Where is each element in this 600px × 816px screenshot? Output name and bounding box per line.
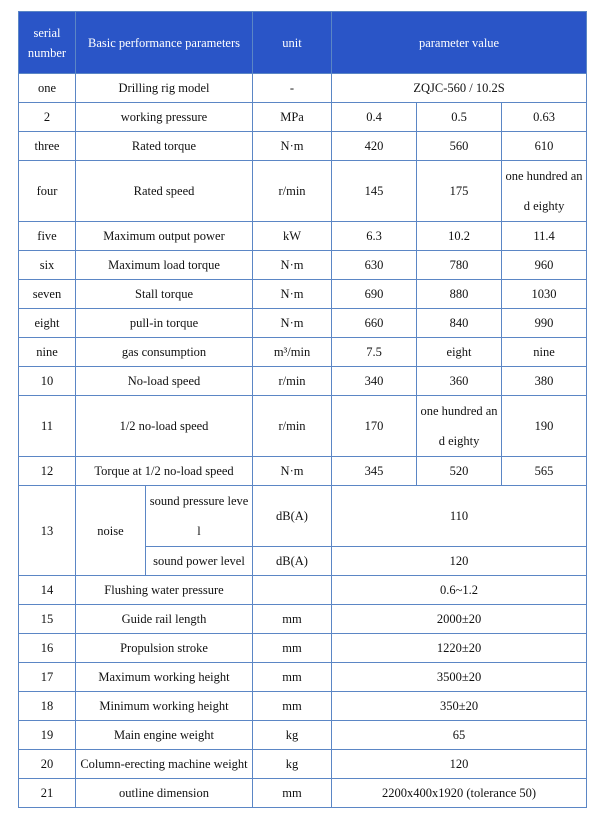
- parameter-cell: No-load speed: [76, 367, 253, 396]
- value-cell: one hundred and eighty: [417, 396, 502, 457]
- unit-cell: kg: [253, 721, 332, 750]
- value-cell: eight: [417, 338, 502, 367]
- value-cell: 2000±20: [332, 605, 587, 634]
- table-row: [19, 309, 587, 338]
- table-row: [19, 721, 587, 750]
- parameter-cell: Minimum working height: [76, 692, 253, 721]
- serial-cell: 11: [19, 396, 76, 457]
- value-cell: 190: [502, 396, 587, 457]
- unit-cell: N·m: [253, 457, 332, 486]
- table-row: [19, 280, 587, 309]
- serial-cell: 20: [19, 750, 76, 779]
- unit-cell: mm: [253, 634, 332, 663]
- table-row: [19, 457, 587, 486]
- parameter-group-cell: noise: [76, 486, 146, 576]
- serial-cell: 17: [19, 663, 76, 692]
- serial-cell: three: [19, 132, 76, 161]
- parameter-cell: Torque at 1/2 no-load speed: [76, 457, 253, 486]
- unit-cell: MPa: [253, 103, 332, 132]
- table-row: [19, 750, 587, 779]
- unit-cell: m³/min: [253, 338, 332, 367]
- parameter-cell: 1/2 no-load speed: [76, 396, 253, 457]
- parameter-cell: working pressure: [76, 103, 253, 132]
- unit-cell: r/min: [253, 396, 332, 457]
- value-cell: 120: [332, 547, 587, 576]
- value-cell: 7.5: [332, 338, 417, 367]
- value-cell: nine: [502, 338, 587, 367]
- table-row: [19, 576, 587, 605]
- value-cell: 360: [417, 367, 502, 396]
- table-row: [19, 486, 587, 547]
- unit-cell: r/min: [253, 161, 332, 222]
- unit-cell: dB(A): [253, 486, 332, 547]
- unit-cell: N·m: [253, 132, 332, 161]
- value-cell: 120: [332, 750, 587, 779]
- value-cell: 2200x400x1920 (tolerance 50): [332, 779, 587, 808]
- table-row: [19, 367, 587, 396]
- performance-parameters-table: [18, 11, 587, 808]
- value-cell: 780: [417, 251, 502, 280]
- serial-cell: 2: [19, 103, 76, 132]
- parameter-cell: Rated speed: [76, 161, 253, 222]
- unit-cell: N·m: [253, 309, 332, 338]
- table-row: [19, 103, 587, 132]
- value-cell: ZQJC-560 / 10.2S: [332, 74, 587, 103]
- value-cell: 990: [502, 309, 587, 338]
- parameter-cell: Maximum output power: [76, 222, 253, 251]
- serial-cell: 13: [19, 486, 76, 576]
- table-row: [19, 692, 587, 721]
- header-parameter-value: parameter value: [332, 12, 587, 74]
- value-cell: 840: [417, 309, 502, 338]
- table-row: [19, 634, 587, 663]
- parameter-cell: Drilling rig model: [76, 74, 253, 103]
- serial-cell: seven: [19, 280, 76, 309]
- serial-cell: 16: [19, 634, 76, 663]
- serial-cell: 21: [19, 779, 76, 808]
- parameter-cell: Maximum load torque: [76, 251, 253, 280]
- value-cell: one hundred and eighty: [502, 161, 587, 222]
- serial-cell: 15: [19, 605, 76, 634]
- parameter-cell: Column-erecting machine weight: [76, 750, 253, 779]
- serial-cell: one: [19, 74, 76, 103]
- unit-cell: r/min: [253, 367, 332, 396]
- value-cell: 3500±20: [332, 663, 587, 692]
- header-serial-number: serial number: [19, 12, 76, 74]
- parameter-cell: Stall torque: [76, 280, 253, 309]
- value-cell: 960: [502, 251, 587, 280]
- value-cell: 1030: [502, 280, 587, 309]
- unit-cell: kW: [253, 222, 332, 251]
- table-row: [19, 779, 587, 808]
- value-cell: 520: [417, 457, 502, 486]
- table-row: [19, 396, 587, 457]
- value-cell: 0.5: [417, 103, 502, 132]
- parameter-cell: pull-in torque: [76, 309, 253, 338]
- serial-cell: 18: [19, 692, 76, 721]
- unit-cell: N·m: [253, 280, 332, 309]
- table-row: [19, 74, 587, 103]
- serial-cell: 14: [19, 576, 76, 605]
- parameter-cell: Rated torque: [76, 132, 253, 161]
- header-basic-performance-parameters: Basic performance parameters: [76, 12, 253, 74]
- parameter-cell: Flushing water pressure: [76, 576, 253, 605]
- unit-cell: mm: [253, 692, 332, 721]
- value-cell: 420: [332, 132, 417, 161]
- parameter-cell: Propulsion stroke: [76, 634, 253, 663]
- value-cell: 6.3: [332, 222, 417, 251]
- serial-cell: four: [19, 161, 76, 222]
- unit-cell: mm: [253, 605, 332, 634]
- unit-cell: kg: [253, 750, 332, 779]
- table-row: [19, 161, 587, 222]
- parameter-cell: Maximum working height: [76, 663, 253, 692]
- value-cell: 65: [332, 721, 587, 750]
- value-cell: 10.2: [417, 222, 502, 251]
- value-cell: 175: [417, 161, 502, 222]
- value-cell: 0.63: [502, 103, 587, 132]
- sub-parameter-cell: sound power level: [146, 547, 253, 576]
- value-cell: 0.6~1.2: [332, 576, 587, 605]
- value-cell: 690: [332, 280, 417, 309]
- serial-cell: 10: [19, 367, 76, 396]
- header-row: [19, 12, 587, 74]
- value-cell: 630: [332, 251, 417, 280]
- parameter-cell: Main engine weight: [76, 721, 253, 750]
- table-row: [19, 222, 587, 251]
- serial-cell: 19: [19, 721, 76, 750]
- unit-cell: mm: [253, 663, 332, 692]
- value-cell: 380: [502, 367, 587, 396]
- value-cell: 610: [502, 132, 587, 161]
- value-cell: 0.4: [332, 103, 417, 132]
- value-cell: 145: [332, 161, 417, 222]
- header-unit: unit: [253, 12, 332, 74]
- value-cell: 1220±20: [332, 634, 587, 663]
- serial-cell: 12: [19, 457, 76, 486]
- value-cell: 11.4: [502, 222, 587, 251]
- table-row: [19, 663, 587, 692]
- serial-cell: eight: [19, 309, 76, 338]
- table-row: [19, 605, 587, 634]
- sub-parameter-cell: sound pressure level: [146, 486, 253, 547]
- value-cell: 880: [417, 280, 502, 309]
- value-cell: 565: [502, 457, 587, 486]
- value-cell: 170: [332, 396, 417, 457]
- parameter-cell: Guide rail length: [76, 605, 253, 634]
- parameter-cell: outline dimension: [76, 779, 253, 808]
- serial-cell: nine: [19, 338, 76, 367]
- serial-cell: five: [19, 222, 76, 251]
- parameter-cell: gas consumption: [76, 338, 253, 367]
- serial-cell: six: [19, 251, 76, 280]
- value-cell: 110: [332, 486, 587, 547]
- value-cell: 350±20: [332, 692, 587, 721]
- value-cell: 660: [332, 309, 417, 338]
- table-row: [19, 338, 587, 367]
- value-cell: 340: [332, 367, 417, 396]
- unit-cell: -: [253, 74, 332, 103]
- table-row: [19, 132, 587, 161]
- unit-cell: dB(A): [253, 547, 332, 576]
- value-cell: 560: [417, 132, 502, 161]
- table-row: [19, 251, 587, 280]
- value-cell: 345: [332, 457, 417, 486]
- unit-cell: [253, 576, 332, 605]
- unit-cell: mm: [253, 779, 332, 808]
- unit-cell: N·m: [253, 251, 332, 280]
